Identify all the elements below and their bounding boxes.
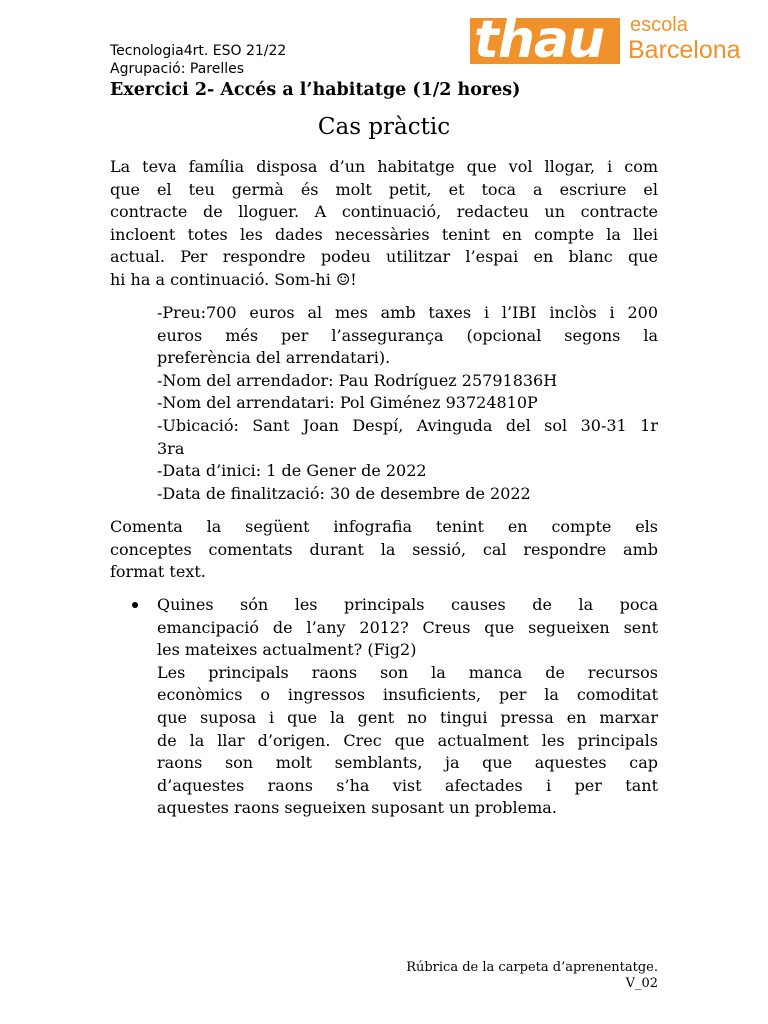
- answer-line: Les principals raons son la manca de recursos: [157, 662, 658, 682]
- case-title: Cas pràctic: [317, 114, 451, 140]
- start-date-line: -Data d’inici: 1 de Gener de 2022: [157, 461, 427, 481]
- intro-line: actual. Per respondre podeu utilitzar l’espai en blanc que: [110, 247, 658, 267]
- footer-version: V_02: [625, 976, 658, 991]
- comment-line: conceptes comentats durant la sessió, cal respondre amb: [110, 539, 658, 559]
- intro-line: que el teu germà és molt petit, et toca a escriure el: [110, 179, 658, 199]
- footer: [300, 960, 658, 992]
- question-block: [157, 594, 658, 820]
- price-line: preferència del arrendatari).: [157, 348, 391, 368]
- intro-line: incloent totes les dades necessàries tenint en compte la llei: [110, 224, 658, 244]
- logo-brand: thau: [474, 10, 604, 70]
- logo-escola: escola: [630, 14, 688, 36]
- question-line: les mateixes actualment? (Fig2): [157, 640, 417, 660]
- grouping-line: Agrupació: Parelles: [110, 61, 245, 77]
- footer-rubric: Rúbrica de la carpeta d’aprenentatge.: [406, 960, 658, 975]
- answer-line: aquestes raons segueixen suposant un problema.: [157, 798, 557, 818]
- comment-instruction: [110, 516, 658, 584]
- tenant-line: -Nom del arrendatari: Pol Giménez 93724810P: [157, 393, 538, 413]
- price-line: -Preu:700 euros al mes amb taxes i l’IBI inclòs i 200: [157, 303, 658, 322]
- answer-line: raons son molt semblants, ja que aquestes cap: [157, 753, 658, 773]
- question-line: Quines són les principals causes de la poca: [157, 595, 658, 614]
- question-line: emancipació de l’any 2012? Creus que segueixen sent: [157, 617, 658, 637]
- landlord-line: -Nom del arrendador: Pau Rodríguez 25791836H: [157, 370, 558, 390]
- location-line: 3ra: [157, 438, 185, 458]
- comment-line: Comenta la següent infografia tenint en compte els: [110, 517, 658, 536]
- end-date-line: -Data de finalització: 30 de desembre de 2022: [157, 483, 531, 503]
- answer-line: que suposa i que la gent no tingui pressa en marxar: [157, 707, 658, 727]
- answer-line: de la llar d’origen. Crec que actualment les principals: [157, 730, 658, 750]
- answer-line: d’aquestes raons s’ha vist afectades i per tant: [157, 775, 658, 795]
- logo-city: Barcelona: [628, 36, 741, 64]
- intro-line: hi ha a continuació. Som-hi ☺!: [110, 269, 357, 289]
- intro-line: La teva família disposa d’un habitatge que vol llogar, i com: [110, 157, 658, 176]
- contract-details: [157, 302, 658, 505]
- comment-line: format text.: [110, 562, 206, 582]
- intro-paragraph: [110, 156, 658, 292]
- location-line: -Ubicació: Sant Joan Despí, Avinguda del sol 30-31 1r: [157, 415, 658, 435]
- course-line: Tecnologia4rt. ESO 21/22: [110, 43, 287, 59]
- answer-line: econòmics o ingressos insuficients, per la comoditat: [157, 685, 658, 705]
- school-logo: [470, 10, 768, 70]
- bullet-icon: [132, 602, 138, 608]
- intro-line: contracte de lloguer. A continuació, redacteu un contracte: [110, 202, 658, 222]
- exercise-title: Exercici 2- Accés a l’habitatge (1/2 hores): [110, 80, 521, 100]
- price-line: euros més per l’assegurança (opcional segons la: [157, 325, 658, 345]
